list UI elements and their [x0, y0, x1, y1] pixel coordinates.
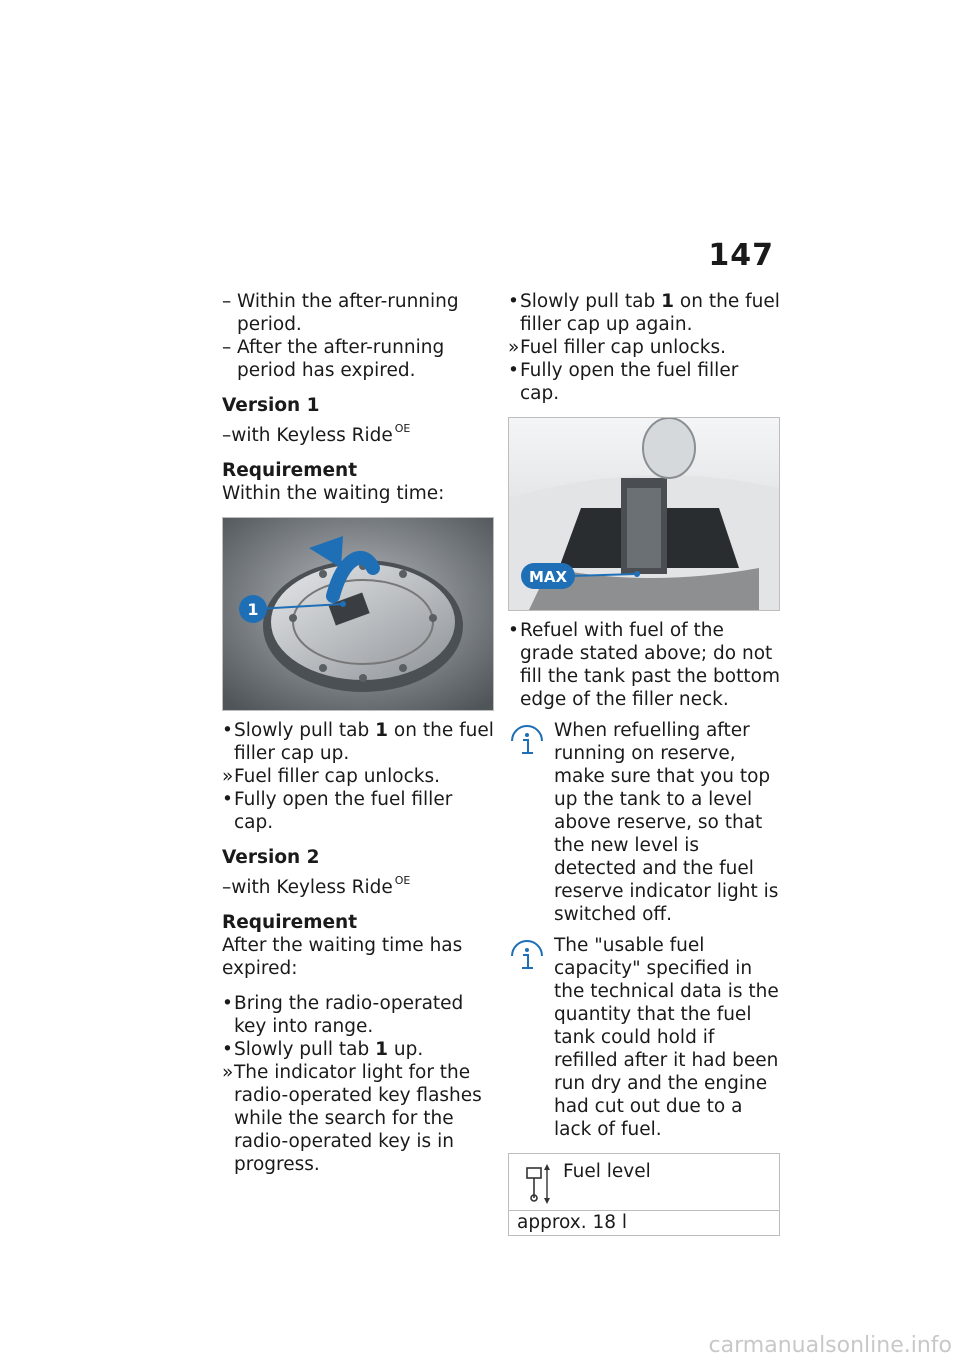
- bullet-item: • Bring the radio-operated key into range.: [222, 993, 464, 1037]
- bullet-item: • Refuel with fuel of the grade stated above; do not fill the tank past the bottom edge of the filler neck.: [508, 620, 780, 710]
- page-number: 147: [708, 238, 774, 273]
- result-item: » The indicator light for the radio-operated key flashes while the search for the radio-operated key is in progress.: [222, 1062, 482, 1175]
- requirement-heading: Requirement: [222, 912, 358, 933]
- figure-callout-max: MAX: [528, 568, 568, 586]
- dash-item: – Within the after-running period.: [222, 291, 459, 335]
- fuel-level-table: [508, 1153, 780, 1236]
- fuel-level-header: [509, 1154, 779, 1211]
- filler-neck-illustration: [509, 418, 779, 610]
- version-2-heading: Version 2: [222, 847, 320, 868]
- info-icon: [508, 723, 546, 757]
- info-note-text: The "usable fuel capacity" specified in the technical data is the quantity that the fuel tank could hold if refilled after it had been run dry and the engine had cut out due to a lack of fuel.: [554, 935, 779, 1140]
- requirement-heading: Requirement: [222, 460, 358, 481]
- bullet-item: • Slowly pull tab 1 on the fuel filler cap up again.: [508, 291, 780, 335]
- requirement-text: Within the waiting time:: [222, 483, 445, 504]
- bullet-item: • Slowly pull tab 1 on the fuel filler cap up.: [222, 720, 494, 764]
- fuel-level-icon: [525, 1162, 551, 1204]
- info-note-text: When refuelling after running on reserve, make sure that you top up the tank to a level above reserve, so that the new level is detected and the fuel reserve indicator light is switched off.: [554, 720, 779, 925]
- fuel-level-value: approx. 18 l: [517, 1212, 628, 1233]
- fuel-cap-figure: [222, 517, 494, 711]
- info-icon: [508, 938, 546, 972]
- version-2-condition: –with Keyless Ride $^{OE}$: [222, 874, 411, 898]
- info-note: [508, 719, 780, 926]
- result-item: » Fuel filler cap unlocks.: [508, 337, 727, 358]
- requirement-text: After the waiting time has expired:: [222, 935, 463, 979]
- bullet-item: • Fully open the fuel filler cap.: [222, 789, 453, 833]
- watermark: carmanualsonline.info: [708, 1333, 952, 1358]
- bullet-item: • Fully open the fuel filler cap.: [508, 360, 739, 404]
- left-column: [222, 290, 494, 1176]
- filler-neck-figure: [508, 417, 780, 611]
- info-note: [508, 934, 780, 1141]
- version-1-heading: Version 1: [222, 395, 320, 416]
- figure-callout-1: 1: [247, 600, 259, 619]
- bullet-item: • Slowly pull tab 1 up.: [222, 1039, 424, 1060]
- fuel-level-label: Fuel level: [563, 1161, 651, 1182]
- version-1-condition: –with Keyless Ride $^{OE}$: [222, 422, 411, 446]
- result-item: » Fuel filler cap unlocks.: [222, 766, 441, 787]
- fuel-cap-illustration: [223, 518, 493, 710]
- dash-item: – After the after-running period has expired.: [222, 337, 445, 381]
- right-column: [508, 290, 780, 1236]
